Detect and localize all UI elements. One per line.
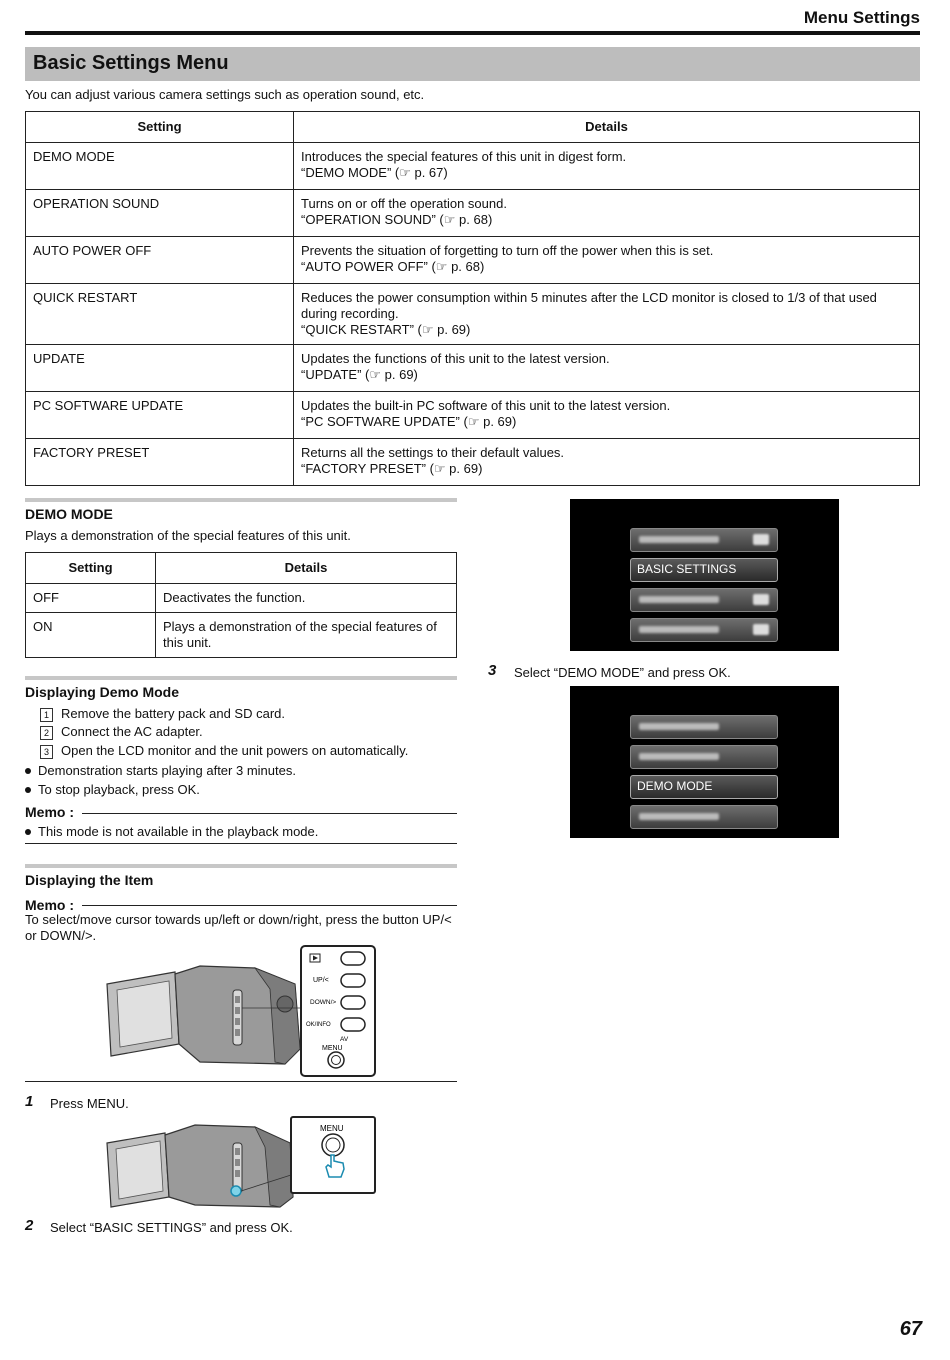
page-reference: “UPDATE” (☞ p. 69) [301, 367, 418, 382]
page-reference: “OPERATION SOUND” (☞ p. 68) [301, 212, 493, 227]
up-button-label: UP/< [313, 977, 329, 984]
details-cell [294, 439, 920, 486]
step-number: 2 [25, 1217, 34, 1234]
step-text: Open the LCD monitor and the unit powers on automatically. [61, 743, 409, 758]
page-header-title: Menu Settings [803, 8, 920, 27]
menu-screen-demo-mode [570, 686, 839, 838]
table-header-row [26, 112, 920, 143]
step-number-box: 1 [40, 708, 53, 722]
setting-cell: FACTORY PRESET [26, 439, 294, 486]
selected-item-label: DEMO MODE [637, 779, 713, 793]
table-header-row [26, 553, 457, 584]
setting-cell: OPERATION SOUND [26, 190, 294, 237]
bullet-icon [25, 829, 31, 835]
step-number: 3 [488, 662, 497, 679]
ok-info-button-label: OK/INFO [306, 1022, 331, 1028]
menu-item-selected [630, 775, 778, 799]
bullet-icon [25, 768, 31, 774]
page-reference: “PC SOFTWARE UPDATE” (☞ p. 69) [301, 414, 517, 429]
details-cell [294, 392, 920, 439]
details-text: Updates the functions of this unit to the latest version. [301, 351, 610, 366]
menu-label: MENU [322, 1045, 343, 1052]
section-title-bar [25, 47, 920, 81]
displaying-demo-title: Displaying Demo Mode [25, 684, 180, 700]
step-text: Press MENU. [50, 1096, 129, 1111]
step-text: Remove the battery pack and SD card. [61, 706, 286, 721]
displaying-item-title: Displaying the Item [25, 872, 154, 888]
bullet-item [25, 781, 200, 799]
menu-button-label: MENU [320, 1124, 344, 1133]
menu-item-blurred [630, 805, 778, 829]
step-item [40, 742, 408, 760]
column-header-details: Details [294, 112, 920, 143]
bullet-item [25, 762, 296, 780]
page-reference: “FACTORY PRESET” (☞ p. 69) [301, 461, 483, 476]
details-cell [294, 345, 920, 392]
page-reference: “DEMO MODE” (☞ p. 67) [301, 165, 448, 180]
illustration-end-rule [25, 1081, 457, 1082]
step-number: 1 [25, 1093, 34, 1110]
bullet-text: Demonstration starts playing after 3 minutes. [38, 763, 296, 778]
memo-label: Memo : [25, 804, 74, 820]
page-reference: “AUTO POWER OFF” (☞ p. 68) [301, 259, 485, 274]
menu-item-blurred [630, 745, 778, 769]
step-item [40, 723, 203, 741]
memo-rule [82, 813, 457, 814]
details-cell [294, 284, 920, 345]
details-text: Prevents the situation of forgetting to turn off the power when this is set. [301, 243, 714, 258]
step-number-box: 2 [40, 726, 53, 740]
page-reference: “QUICK RESTART” (☞ p. 69) [301, 322, 471, 337]
table-row [26, 392, 920, 439]
setting-cell: ON [26, 613, 156, 658]
step-item [40, 705, 285, 723]
memo-item [25, 823, 318, 841]
details-text: Introduces the special features of this unit in digest form. [301, 149, 627, 164]
table-row [26, 584, 457, 613]
section-intro: You can adjust various camera settings such as operation sound, etc. [25, 87, 425, 102]
column-header-setting: Setting [26, 112, 294, 143]
memo-text: To select/move cursor towards up/left or down/right, press the button UP/< or DOWN/>. [25, 912, 452, 943]
section-title: Basic Settings Menu [33, 52, 229, 74]
bullet-icon [25, 787, 31, 793]
setting-cell: OFF [26, 584, 156, 613]
details-cell [294, 143, 920, 190]
camera-buttons-illustration [105, 944, 380, 1080]
menu-item-blurred [630, 528, 778, 552]
details-text: Reduces the power consumption within 5 minutes after the LCD monitor is closed to 1/3 of that used during recording. [301, 290, 877, 321]
step-text: Select “DEMO MODE” and press OK. [514, 665, 731, 680]
details-text: Returns all the settings to their default values. [301, 445, 565, 460]
menu-screen-basic-settings [570, 499, 839, 651]
bullet-text: To stop playback, press OK. [38, 782, 200, 797]
details-cell: Plays a demonstration of the special features of this unit. [156, 613, 457, 658]
table-row [26, 284, 920, 345]
details-text: Updates the built-in PC software of this unit to the latest version. [301, 398, 671, 413]
selected-item-label: BASIC SETTINGS [637, 562, 737, 576]
menu-item-blurred [630, 715, 778, 739]
demo-mode-desc: Plays a demonstration of the special features of this unit. [25, 528, 351, 543]
setting-cell: DEMO MODE [26, 143, 294, 190]
down-button-label: DOWN/> [310, 999, 337, 1006]
setting-cell: AUTO POWER OFF [26, 237, 294, 284]
setting-cell: PC SOFTWARE UPDATE [26, 392, 294, 439]
displaying-demo-rule [25, 676, 457, 680]
details-cell: Deactivates the function. [156, 584, 457, 613]
demo-mode-table [25, 552, 457, 658]
av-label: AV [340, 1036, 349, 1043]
memo-text: This mode is not available in the playback mode. [38, 824, 319, 839]
memo-label: Memo : [25, 897, 74, 913]
step-number-box: 3 [40, 745, 53, 759]
menu-item-blurred [630, 588, 778, 612]
step-text: Select “BASIC SETTINGS” and press OK. [50, 1220, 293, 1235]
memo-rule [82, 905, 457, 906]
table-row [26, 613, 457, 658]
demo-mode-rule [25, 498, 457, 502]
setting-cell: QUICK RESTART [26, 284, 294, 345]
details-cell [294, 190, 920, 237]
displaying-item-rule [25, 864, 457, 868]
page-number: 67 [899, 1318, 922, 1340]
table-row [26, 439, 920, 486]
menu-item-blurred [630, 618, 778, 642]
column-header-setting: Setting [26, 553, 156, 584]
step-text: Connect the AC adapter. [61, 724, 203, 739]
header-rule [25, 31, 920, 35]
table-row [26, 237, 920, 284]
demo-mode-title: DEMO MODE [25, 506, 113, 522]
memo-end-rule [25, 843, 457, 844]
table-row [26, 345, 920, 392]
basic-settings-table [25, 111, 920, 486]
details-text: Turns on or off the operation sound. [301, 196, 507, 211]
table-row [26, 190, 920, 237]
table-row [26, 143, 920, 190]
menu-item-selected [630, 558, 778, 582]
press-menu-illustration [105, 1115, 380, 1210]
column-header-details: Details [156, 553, 457, 584]
details-cell [294, 237, 920, 284]
setting-cell: UPDATE [26, 345, 294, 392]
